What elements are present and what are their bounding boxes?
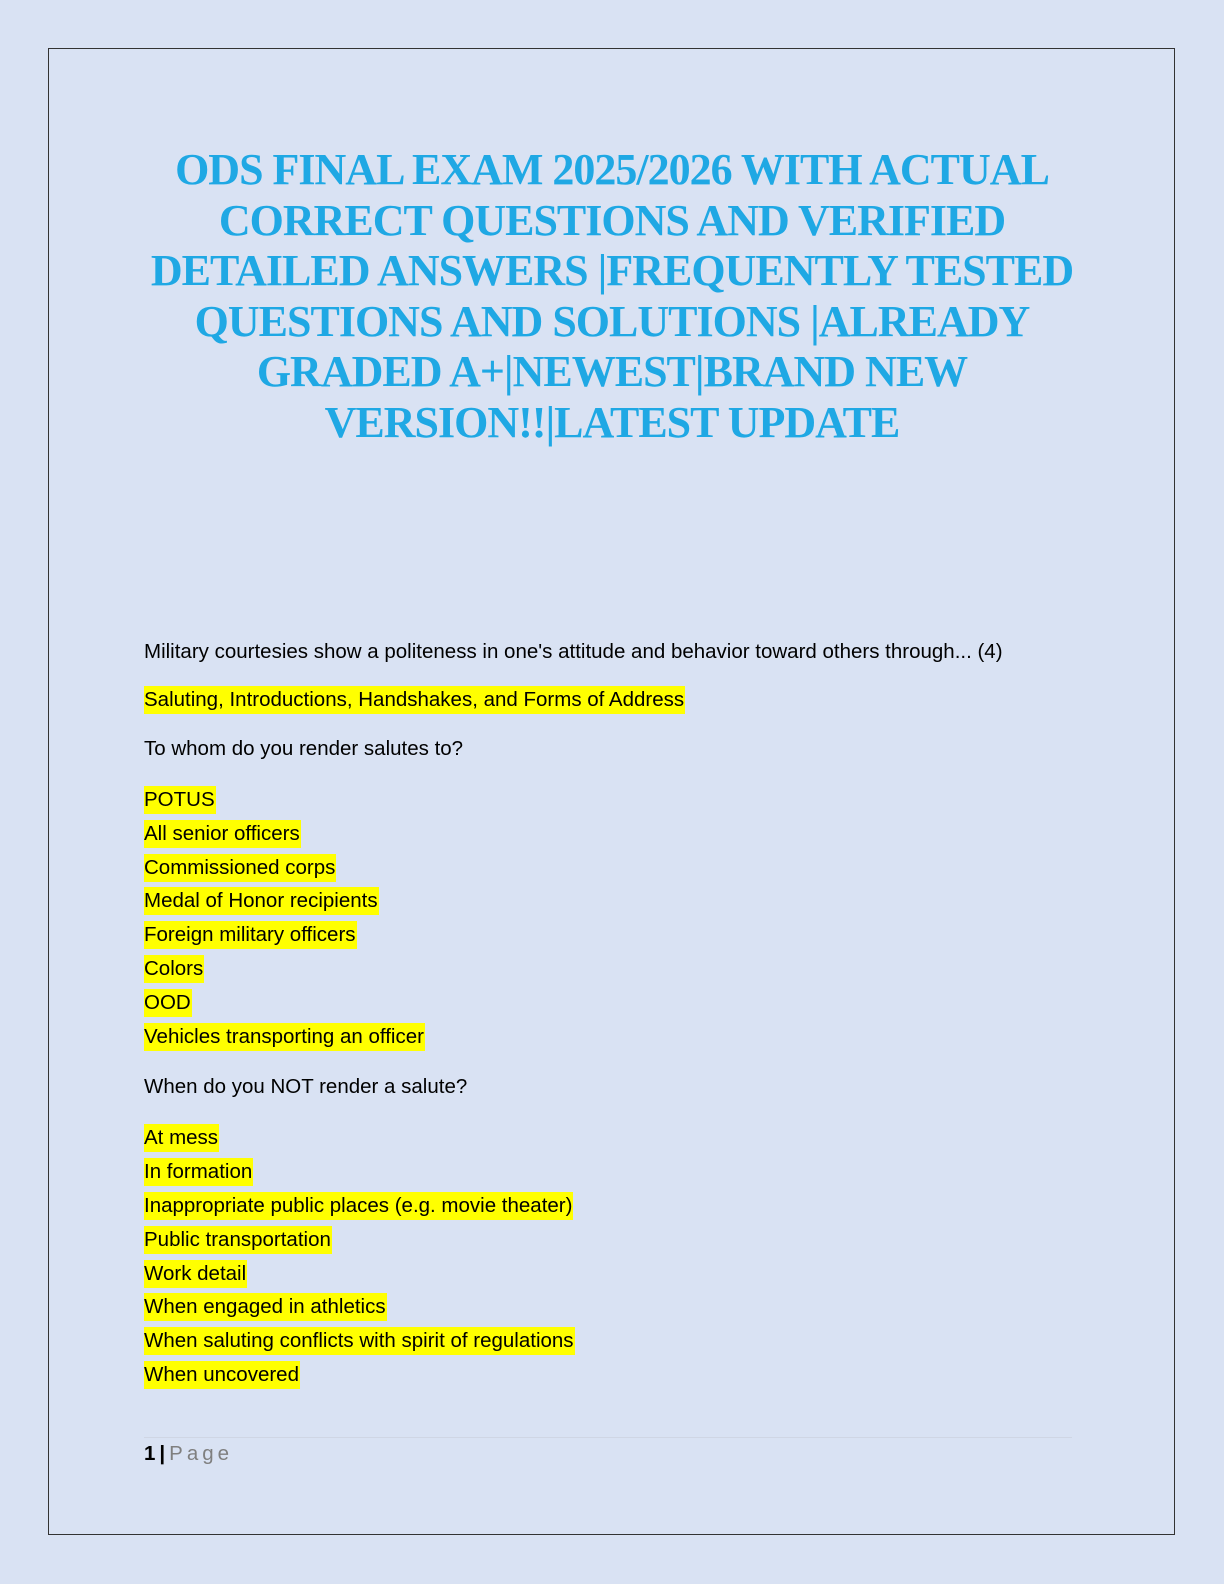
question-1: Military courtesies show a politeness in one's attitude and behavior toward others through... (4) (144, 640, 1003, 663)
answer-2-item-text: OOD (144, 989, 192, 1017)
answer-3-item (144, 1223, 1104, 1257)
answer-3-list (144, 1121, 1104, 1391)
answer-3-item (144, 1121, 1104, 1155)
answer-2-item (144, 817, 1104, 851)
footer-divider (144, 1437, 1072, 1438)
answer-1 (144, 686, 1104, 714)
answer-2-item (144, 1020, 1104, 1054)
answer-3-item (144, 1257, 1104, 1291)
answer-3-item (144, 1358, 1104, 1392)
answer-2-item (144, 952, 1104, 986)
answer-2-item (144, 986, 1104, 1020)
answer-2-item-text: Commissioned corps (144, 854, 336, 882)
answer-3-item-text: When saluting conflicts with spirit of regulations (144, 1327, 575, 1355)
answer-3-item-text: When uncovered (144, 1361, 300, 1389)
page-number: 1 (144, 1442, 156, 1465)
answer-2-item-text: All senior officers (144, 820, 301, 848)
question-3: When do you NOT render a salute? (144, 1075, 468, 1099)
answer-2-item-text: Vehicles transporting an officer (144, 1023, 425, 1051)
answer-2-list (144, 783, 1104, 1053)
footer-separator: | (159, 1442, 166, 1465)
answer-3-item (144, 1324, 1104, 1358)
answer-3-item (144, 1189, 1104, 1223)
answer-2-item (144, 918, 1104, 952)
answer-3-item-text: In formation (144, 1158, 253, 1186)
answer-1-text: Saluting, Introductions, Handshakes, and Forms of Address (144, 686, 685, 714)
answer-2-item-text: Medal of Honor recipients (144, 887, 379, 915)
document-title: ODS FINAL EXAM 2025/2026 WITH ACTUAL CORRECT QUESTIONS AND VERIFIED DETAILED ANSWERS |FREQUENTLY TESTED QUESTIONS AND SOLUTIONS |ALREADY GRADED A+|NEWEST|BRAND NEW VERSION!!|LATEST UPDATE (150, 145, 1074, 447)
answer-2-item (144, 783, 1104, 817)
answer-3-item-text: Work detail (144, 1260, 247, 1288)
answer-3-item-text: Inappropriate public places (e.g. movie theater) (144, 1192, 573, 1220)
answer-3-item-text: Public transportation (144, 1226, 332, 1254)
qa-content (144, 638, 1104, 1412)
question-2: To whom do you render salutes to? (144, 737, 464, 760)
answer-2-item-text: POTUS (144, 786, 216, 814)
page-footer (144, 1440, 233, 1468)
answer-2-item-text: Foreign military officers (144, 921, 357, 949)
answer-2-item (144, 884, 1104, 918)
answer-3-item (144, 1290, 1104, 1324)
answer-3-item (144, 1155, 1104, 1189)
answer-2-item (144, 851, 1104, 885)
page-label: Page (169, 1442, 234, 1465)
answer-3-item-text: When engaged in athletics (144, 1293, 387, 1321)
answer-2-item-text: Colors (144, 955, 204, 983)
answer-3-item-text: At mess (144, 1124, 219, 1152)
